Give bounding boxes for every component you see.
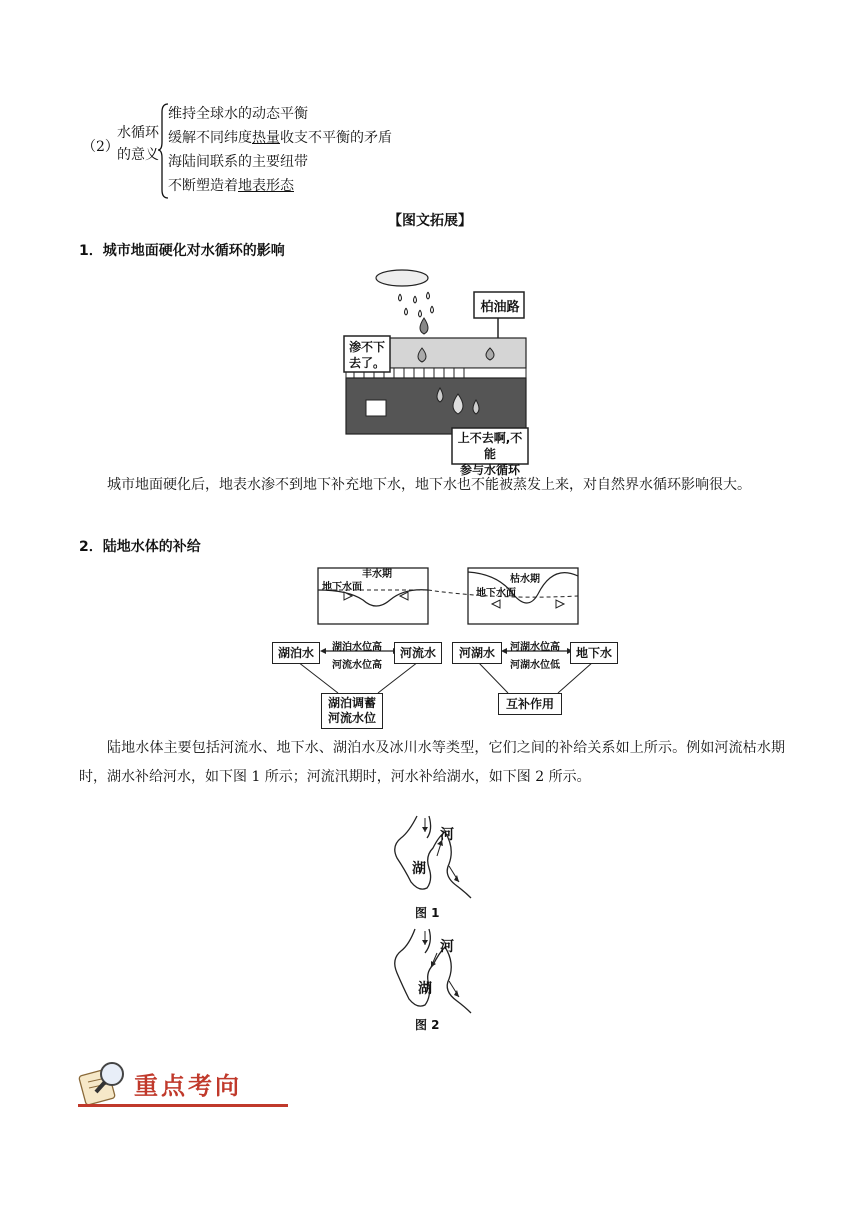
- regulate-line-1: 湖泊调蓄: [327, 696, 376, 710]
- banner-underline: [78, 1104, 288, 1107]
- right-period: 枯水期: [510, 574, 540, 585]
- right-groundwater: 地下水面: [476, 588, 516, 599]
- paragraph-2: 陆地水体主要包括河流水、地下水、湖泊水及冰川水等类型，它们之间的补给关系如上所示。例如河流枯水期时，湖水补给河水，如下图 1 所示；河流汛期时，河水补给湖水，如下图 2 所示。: [79, 740, 785, 785]
- mutual-box: 互补作用: [498, 693, 562, 715]
- rl-high: 河湖水位高: [510, 642, 560, 653]
- regulate-line-2: 河流水位: [327, 711, 376, 725]
- significance-item: 不断塑造着地表形态: [168, 178, 294, 194]
- magnifier-notepad-icon: [78, 1058, 130, 1108]
- figure-1: [385, 812, 475, 902]
- significance-item: 缓解不同纬度热量收支不平衡的矛盾: [168, 130, 392, 146]
- regulate-box: [321, 693, 383, 729]
- heading-2: 2．陆地水体的补给: [79, 539, 201, 555]
- cant-seep-line-2: 去了。: [348, 356, 385, 370]
- significance-item: 维持全球水的动态平衡: [168, 106, 308, 122]
- river-high: 河流水位高: [332, 660, 382, 671]
- river-lake-box: 河湖水: [452, 642, 502, 664]
- section-title: 【图文拓展】: [388, 213, 472, 229]
- item-number: （2）: [82, 139, 119, 155]
- figure-2: [385, 925, 475, 1015]
- significance-item: 海陆间联系的主要纽带: [168, 154, 308, 170]
- river-box: 河流水: [394, 642, 442, 664]
- cant-seep-label: [344, 339, 390, 371]
- label-line-2: 的意义: [117, 147, 159, 163]
- left-period: 丰水期: [362, 569, 392, 580]
- fig1-lake: 湖: [412, 861, 426, 877]
- fig2-caption: 图 2: [415, 1018, 440, 1032]
- cant-rise-line-1: 上不去啊,不能: [457, 431, 523, 461]
- significance-list: [168, 102, 392, 198]
- groundwater-box: 地下水: [570, 642, 618, 664]
- cloud-icon: [376, 270, 428, 286]
- fig1-river: 河: [440, 827, 454, 843]
- label-line-1: 水循环: [117, 125, 159, 141]
- fig2-lake: 湖: [418, 981, 432, 997]
- paragraph-1: 城市地面硬化后，地表水渗不到地下补充地下水，地下水也不能被蒸发上来，对自然界水循环影响很大。: [107, 477, 751, 493]
- banner-title: 重点考向: [134, 1072, 242, 1100]
- significance-label: [117, 122, 159, 166]
- fig1-caption: 图 1: [415, 906, 440, 920]
- cant-seep-line-1: 渗不下: [348, 340, 385, 354]
- rl-low: 河湖水位低: [510, 660, 560, 671]
- lake-box: 湖泊水: [272, 642, 320, 664]
- lake-high: 湖泊水位高: [332, 642, 382, 653]
- left-groundwater: 地下水面: [322, 582, 362, 593]
- fig2-river: 河: [440, 939, 454, 955]
- asphalt-label: 柏油路: [480, 300, 520, 315]
- cant-rise-line-2: 参与水循环: [459, 463, 520, 477]
- heading-1: 1．城市地面硬化对水循环的影响: [79, 243, 285, 259]
